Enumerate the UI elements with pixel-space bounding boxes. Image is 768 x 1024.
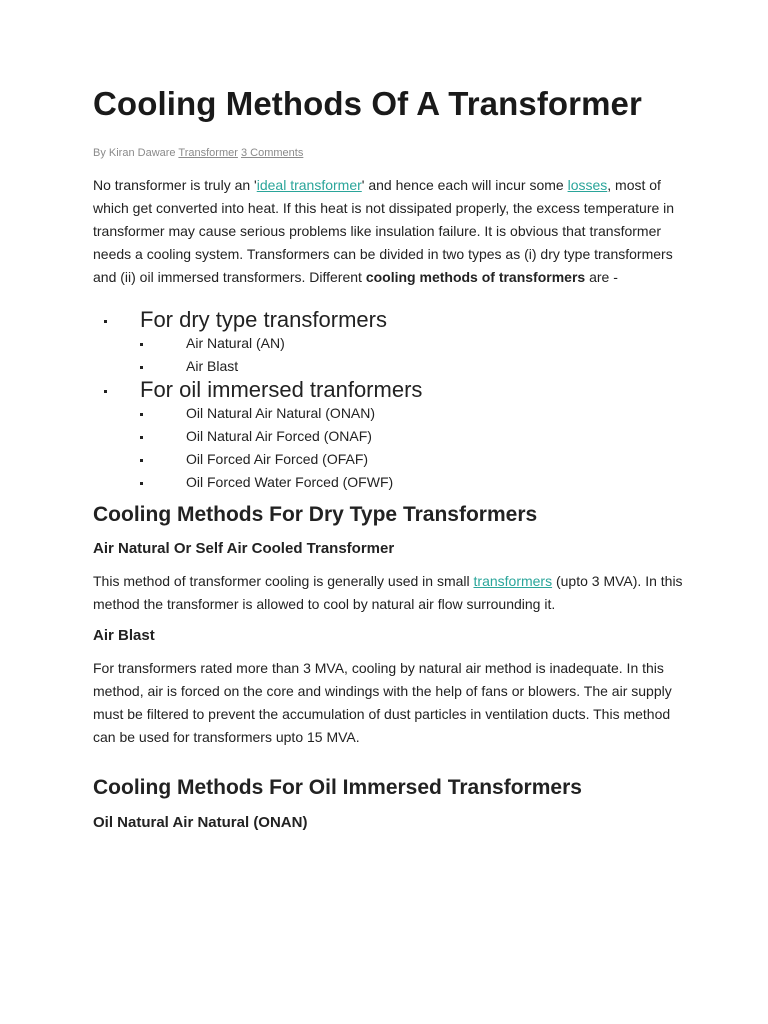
air-natural-text-2: (upto 3 MVA). In this method the transformer is allowed to cool by natural air flow surrounding it. <box>93 573 683 612</box>
list-subitem-label: Air Blast <box>186 358 239 374</box>
air-natural-paragraph <box>93 570 683 616</box>
category-link[interactable]: Transformer <box>178 147 238 159</box>
list-subitem-label: Oil Natural Air Natural (ONAN) <box>186 405 376 421</box>
list-subitem <box>93 448 683 471</box>
section-heading-dry: Cooling Methods For Dry Type Transformers <box>93 503 538 526</box>
bullet-square-icon <box>140 436 143 439</box>
transformers-link[interactable]: transformers <box>473 573 553 589</box>
air-natural-text-1: This method of transformer cooling is generally used in small <box>93 573 474 589</box>
list-item-label: For dry type transformers <box>140 307 387 332</box>
intro-bold-text: cooling methods of transformers <box>365 269 586 285</box>
list-item-label: For oil immersed tranformers <box>140 377 423 402</box>
bullet-square-icon <box>140 459 143 462</box>
page-title: Cooling Methods Of A Transformer <box>93 85 642 122</box>
bullet-square-icon <box>140 413 143 416</box>
intro-text-3: , most of which get converted into heat. If this heat is not dissipated properly, the excess temperature in transformer may cause serious problems like insulation failure. It is obvious that transformer needs a cooling system. Transformers can be divided in two types as (i) dry type transformers and (ii) oil immersed transformers. Different <box>93 177 675 285</box>
ideal-transformer-link[interactable]: ideal transformer <box>256 177 362 193</box>
subheading-air-blast: Air Blast <box>93 627 155 644</box>
list-subitem <box>93 355 683 378</box>
list-item-dry <box>93 308 683 332</box>
list-subitem-label: Oil Forced Water Forced (OFWF) <box>186 474 394 490</box>
intro-text-1: No transformer is truly an ' <box>93 177 257 193</box>
intro-paragraph <box>93 174 683 289</box>
list-subitem <box>93 471 683 494</box>
bullet-square-icon <box>104 320 107 323</box>
comments-link[interactable]: 3 Comments <box>240 147 304 159</box>
air-blast-paragraph: For transformers rated more than 3 MVA, cooling by natural air method is inadequate. In this method, air is forced on the core and windings with the help of fans or blowers. The air supply must be filtered to prevent the accumulation of dust particles in ventilation ducts. This method can be used for transformers upto 15 MVA. <box>93 660 672 745</box>
byline <box>93 147 303 159</box>
list-subitem-label: Oil Natural Air Forced (ONAF) <box>186 428 372 444</box>
subheading-air-natural: Air Natural Or Self Air Cooled Transformer <box>93 540 395 557</box>
list-subitem <box>93 402 683 425</box>
bullet-square-icon <box>140 343 143 346</box>
losses-link[interactable]: losses <box>567 177 608 193</box>
bullet-square-icon <box>104 390 107 393</box>
intro-text-2: ' and hence each will incur some <box>361 177 568 193</box>
subheading-onan: Oil Natural Air Natural (ONAN) <box>93 814 308 831</box>
intro-text-4: are - <box>585 269 618 285</box>
list-subitem <box>93 332 683 355</box>
section-heading-oil: Cooling Methods For Oil Immersed Transformers <box>93 776 582 799</box>
list-subitem-label: Oil Forced Air Forced (OFAF) <box>186 451 369 467</box>
bullet-square-icon <box>140 366 143 369</box>
list-item-oil <box>93 378 683 402</box>
list-subitem <box>93 425 683 448</box>
cooling-methods-list <box>93 308 683 494</box>
bullet-square-icon <box>140 482 143 485</box>
list-subitem-label: Air Natural (AN) <box>186 335 285 351</box>
author-text: By Kiran Daware <box>93 147 176 159</box>
